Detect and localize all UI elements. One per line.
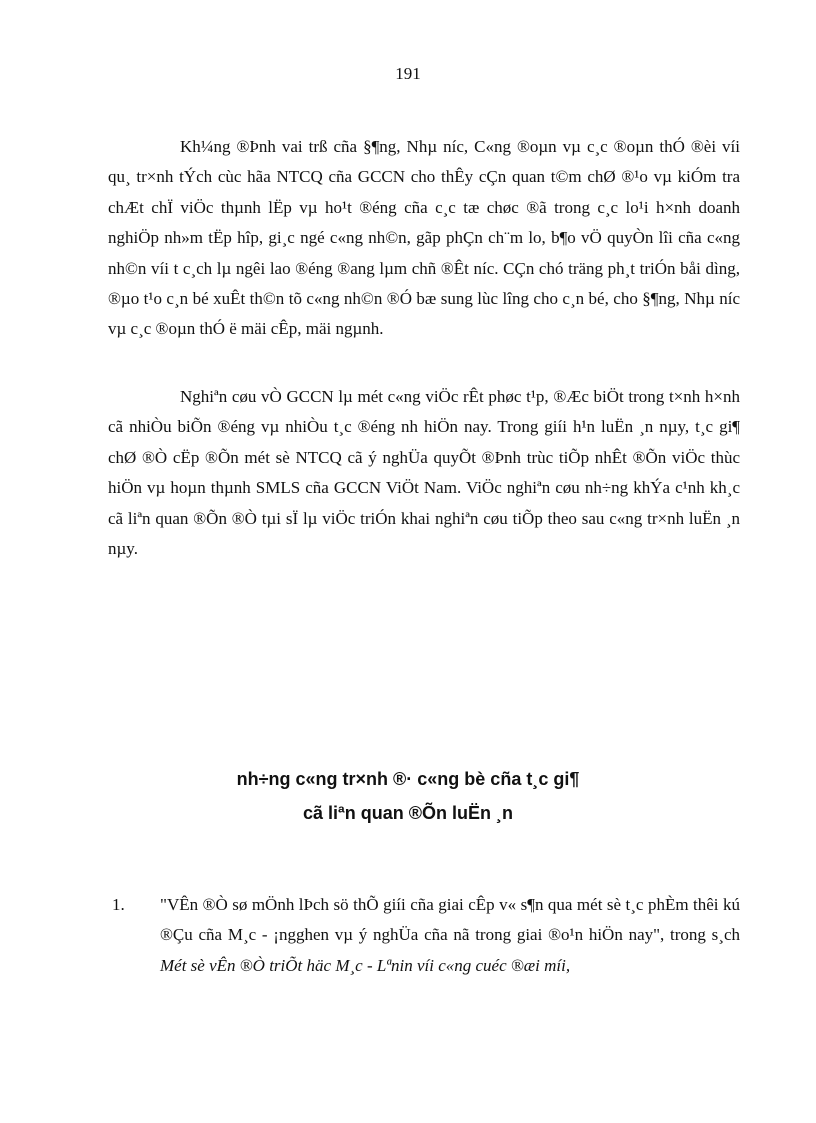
section-heading	[0, 762, 816, 830]
body-paragraph-1	[108, 132, 740, 345]
section-heading-line-1: nh÷ng c«ng tr×nh ®· c«ng bè cña t¸c gi¶	[236, 769, 580, 789]
reference-body	[160, 890, 740, 981]
reference-item	[108, 890, 740, 981]
page-number: 191	[395, 64, 421, 83]
section-heading-line-2: cã liªn quan ®Õn luËn ¸n	[303, 803, 513, 823]
paragraph-text: Nghiªn cøu vÒ GCCN lµ mét c«ng viÖc rÊt phøc t¹p, ®Æc biÖt trong t×nh h×nh cã nhiÒu biÕn ®éng vµ nhiÒu t¸c ®éng nh hiÖn nay. Trong giíi h¹n luËn ¸n nµy, t¸c gi¶ chØ ®Ò cËp ®Õn mét sè NTCQ cã ý nghÜa quyÕt ®Þnh trùc tiÕp nhÊt ®Õn viÖc thùc hiÖn vµ hoµn thµnh SMLS cña GCCN ViÖt Nam. ViÖc nghiªn cøu nh÷ng khÝa c¹nh kh¸c cã liªn quan ®Õn ®Ò tµi sÏ lµ viÖc triÓn khai nghiªn cøu tiÕp theo sau c«ng tr×nh luËn ¸n nµy.	[108, 387, 740, 559]
reference-text: "VÊn ®Ò sø mÖnh lÞch sö thÕ giíi cña giai cÊp v« s¶n qua mét sè t¸c phÈm thêi kú ®Çu cña M¸c - ¡ngghen vµ ý nghÜa cña nã trong giai ®o¹n hiÖn nay", trong s¸ch	[160, 895, 740, 945]
reference-book-title: Mét sè vÊn ®Ò triÕt häc M¸c - Lªnin víi c«ng cuéc ®æi míi,	[160, 955, 571, 975]
reference-number: 1.	[112, 895, 125, 914]
paragraph-text: Kh¼ng ®Þnh vai trß cña §¶ng, Nhµ níc, C«ng ®oµn vµ c¸c ®oµn thÓ ®èi víi qu¸ tr×nh tÝch cùc hãa NTCQ cña GCCN cho thÊy cÇn quan t©m chØ ®¹o vµ kiÓm tra chÆt chÏ viÖc thµnh lËp vµ ho¹t ®éng cña c¸c tæ chøc ®ã trong c¸c lo¹i h×nh doanh nghiÖp nh»m tËp hîp, gi¸c ngé c«ng nh©n, gãp phÇn ch¨m lo, b¶o vÖ quyÒn lîi cña c«ng nh©n víi t c¸ch lµ ngêi lao ®éng ®ang lµm chñ ®Êt níc. CÇn chó träng ph¸t triÓn båi dìng, ®µo t¹o c¸n bé xuÊt th©n tõ c«ng nh©n ®Ó bæ sung lùc lîng cho c¸n bé, cho §¶ng, Nhµ níc vµ c¸c ®oµn thÓ ë mäi cÊp, mäi ngµnh.	[108, 137, 740, 339]
body-paragraph-2	[108, 382, 740, 564]
